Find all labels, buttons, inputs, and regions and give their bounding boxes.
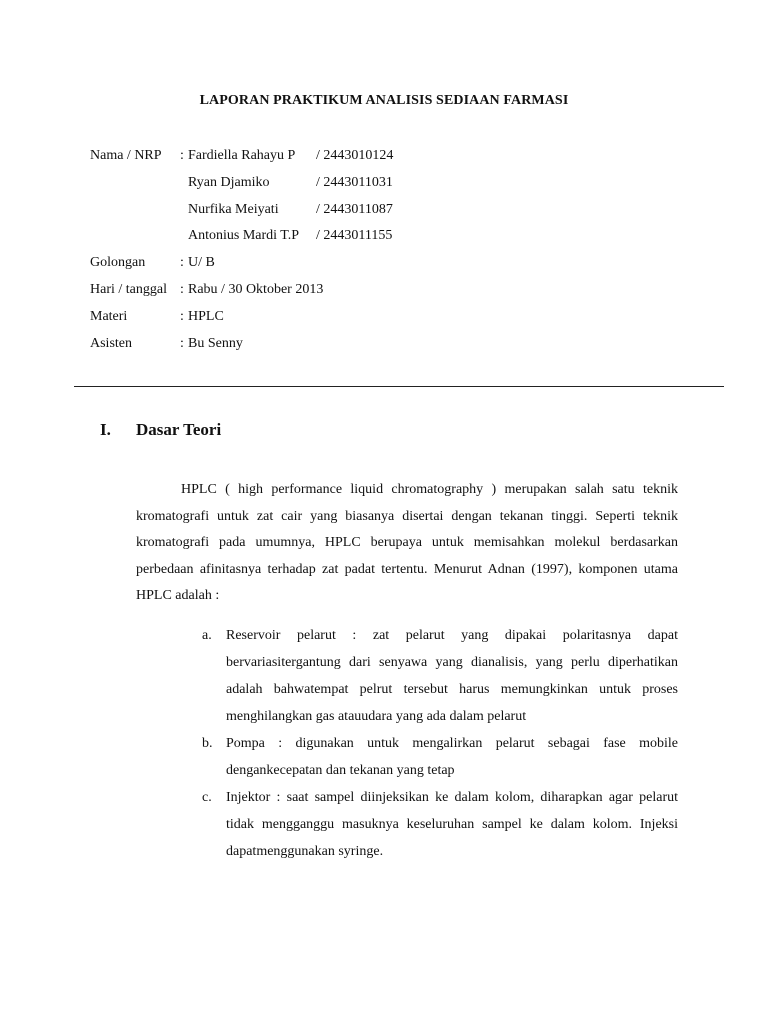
- info-colon: :: [180, 308, 184, 324]
- list-item: [202, 730, 678, 784]
- member-nrp: / 2443010124: [316, 148, 394, 163]
- materi-label: Materi: [90, 308, 128, 324]
- info-colon: :: [180, 255, 184, 271]
- member-name: Nurfika Meiyati: [188, 201, 279, 217]
- hari-value: Rabu / 30 Oktober 2013: [188, 281, 324, 297]
- member-name: Fardiella Rahayu P: [188, 148, 296, 163]
- info-colon: :: [180, 148, 184, 163]
- materi-value: HPLC: [188, 308, 224, 324]
- member-nrp: / 2443011087: [316, 201, 393, 217]
- member-name: Antonius Mardi T.P: [188, 228, 300, 244]
- list-item-text: Pompa : digunakan untuk mengalirkan pelarut sebagai fase mobile dengankecepatan dan tekanan yang tetap: [226, 736, 678, 778]
- section-title: Dasar Teori: [136, 420, 222, 439]
- golongan-label: Golongan: [90, 255, 146, 271]
- list-item-text: Reservoir pelarut : zat pelarut yang dipakai polaritasnya dapat bervariasitergantung dari senyawa yang dianalisis, yang perlu diperhatikan adalah bahwatempat pelrut tersebut harus memungkinkan untuk proses menghilangkan gas atauudara yang ada dalam pelarut: [226, 628, 678, 724]
- list-marker: a.: [202, 628, 212, 643]
- list-marker: b.: [202, 736, 213, 751]
- nama-nrp-label: Nama / NRP: [90, 148, 162, 163]
- component-list: [202, 622, 678, 865]
- list-item-text: Injektor : saat sampel diinjeksikan ke dalam kolom, diharapkan agar pelarut tidak mengganggu masuknya keseluruhan sampel ke dalam kolom. Injeksi dapatmenggunakan syringe.: [226, 790, 678, 859]
- member-nrp: / 2443011155: [316, 228, 393, 244]
- document-title: LAPORAN PRAKTIKUM ANALISIS SEDIAAN FARMASI: [199, 93, 569, 108]
- section-number: I.: [100, 420, 111, 439]
- member-nrp: / 2443011031: [316, 174, 393, 190]
- hari-label: Hari / tanggal: [90, 281, 167, 297]
- list-marker: c.: [202, 790, 212, 805]
- info-colon: :: [180, 281, 184, 297]
- member-name: Ryan Djamiko: [188, 174, 270, 190]
- body-paragraph: HPLC ( high performance liquid chromatography ) merupakan salah satu teknik kromatografi untuk zat cair yang biasanya disertai dengan tekanan tinggi. Seperti teknik kromatografi pada umumnya, HPLC berupaya untuk memisahkan molekul berdasarkan perbedaan afinitasnya terhadap zat padat tertentu. Menurut Adnan (1997), komponen utama HPLC adalah :: [136, 482, 678, 604]
- asisten-label: Asisten: [90, 335, 132, 351]
- list-item: [202, 784, 678, 865]
- golongan-value: U/ B: [188, 255, 215, 271]
- horizontal-divider: [74, 386, 724, 387]
- info-colon: :: [180, 335, 184, 351]
- list-item: [202, 622, 678, 730]
- asisten-value: Bu Senny: [188, 335, 243, 351]
